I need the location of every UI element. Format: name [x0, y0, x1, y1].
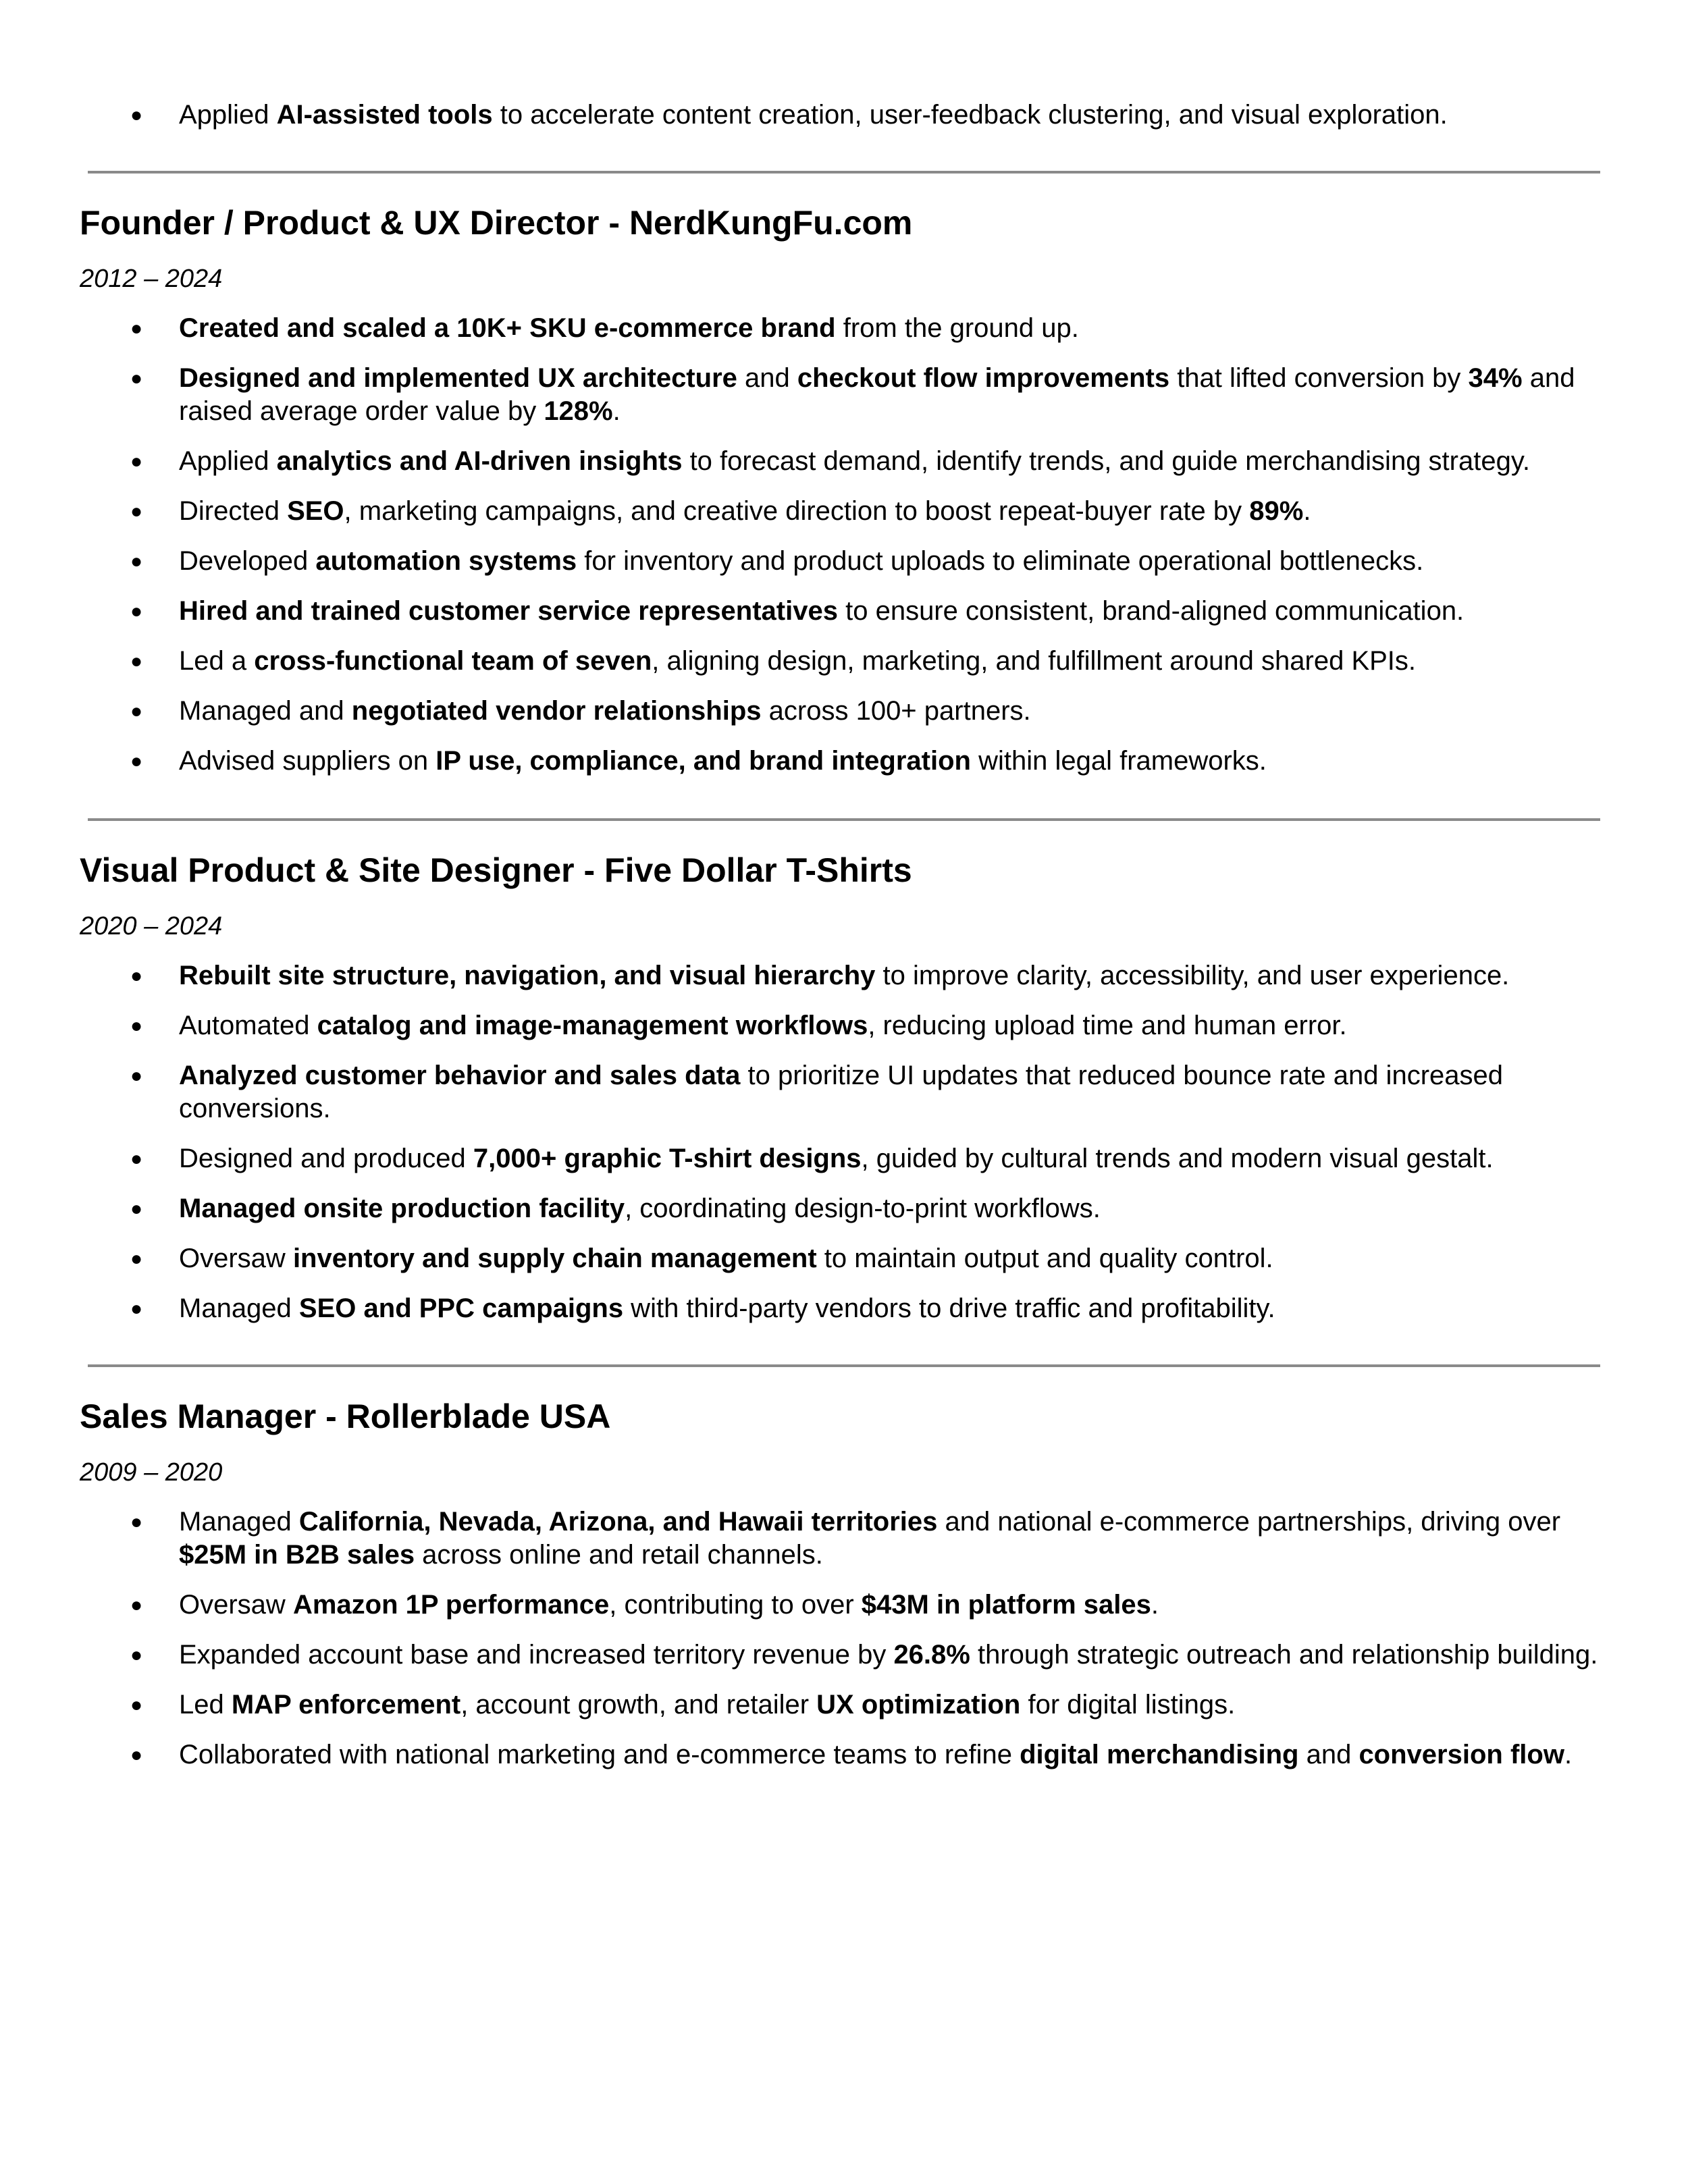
list-item — [0, 1506, 1688, 1572]
text-run: and raised average order value by — [179, 363, 1575, 426]
bold-phrase: cross-functional team of seven — [254, 646, 652, 676]
text-run: , guided by cultural trends and modern visual gestalt. — [861, 1144, 1494, 1173]
text-run: Oversaw — [179, 1244, 293, 1273]
bullet-dot-icon: ● — [130, 1248, 143, 1270]
bullet-dot-icon: ● — [130, 104, 143, 126]
text-run: Expanded account base and increased territory revenue by — [179, 1640, 894, 1670]
list-item — [0, 1738, 1688, 1772]
bold-phrase: UX optimization — [816, 1690, 1021, 1720]
text-run: Applied — [179, 446, 277, 476]
text-run: to prioritize UI updates that reduced bounce rate and increased conversions. — [179, 1061, 1503, 1123]
text-run: from the ground up. — [835, 313, 1079, 343]
section-divider — [88, 818, 1600, 821]
bold-phrase: Analyzed customer behavior and sales data — [179, 1061, 741, 1090]
bullet-text — [179, 961, 1509, 990]
job-bullet-list — [0, 1506, 1688, 1788]
text-run: Led a — [179, 646, 255, 676]
bullet-dot-icon: ● — [130, 1694, 143, 1716]
list-item — [0, 1059, 1688, 1125]
bullet-text — [179, 596, 1464, 626]
text-run: Developed — [179, 546, 316, 576]
bullet-text — [179, 1011, 1347, 1040]
bullet-dot-icon: ● — [130, 1594, 143, 1616]
bullet-text — [179, 696, 1031, 726]
bullet-text — [179, 1740, 1572, 1769]
list-item — [0, 99, 1688, 132]
bullet-dot-icon: ● — [130, 650, 143, 672]
list-item — [0, 1242, 1688, 1275]
text-run: Managed — [179, 1507, 299, 1537]
bold-phrase: MAP enforcement — [231, 1690, 461, 1720]
bold-phrase: 89% — [1249, 496, 1304, 526]
bullet-text — [179, 446, 1530, 476]
bullet-text — [179, 1640, 1598, 1670]
bold-phrase: automation systems — [315, 546, 577, 576]
bold-phrase: California, Nevada, Arizona, and Hawaii territories — [298, 1507, 938, 1537]
bullet-dot-icon: ● — [130, 1644, 143, 1666]
text-run: to ensure consistent, brand-aligned communication. — [837, 596, 1465, 626]
text-run: Managed and — [179, 696, 352, 726]
text-run: for inventory and product uploads to eliminate operational bottlenecks. — [577, 546, 1424, 576]
bullet-dot-icon: ● — [130, 1148, 143, 1170]
bullet-dot-icon: ● — [130, 500, 143, 523]
bullet-text — [179, 1294, 1275, 1323]
text-run: for digital listings. — [1020, 1690, 1236, 1720]
text-run: , contributing to over — [609, 1590, 862, 1620]
job-title: Founder / Product & UX Director - NerdKungFu.com — [80, 204, 913, 242]
bullet-dot-icon: ● — [130, 700, 143, 722]
bold-phrase: Managed onsite production facility — [179, 1194, 625, 1223]
bullet-text — [179, 496, 1311, 526]
list-item — [0, 1292, 1688, 1325]
text-run: and — [1298, 1740, 1359, 1769]
job-bullet-list — [0, 959, 1688, 1342]
job-bullet-list — [0, 312, 1688, 795]
list-item — [0, 495, 1688, 528]
bold-phrase: Rebuilt site structure, navigation, and visual hierarchy — [179, 961, 876, 990]
bold-phrase: $43M in platform sales — [861, 1590, 1151, 1620]
bold-phrase: inventory and supply chain management — [292, 1244, 817, 1273]
bold-phrase: 7,000+ graphic T-shirt designs — [473, 1144, 862, 1173]
text-run: to accelerate content creation, user-feedback clustering, and visual exploration. — [492, 100, 1448, 130]
text-run: , aligning design, marketing, and fulfillment around shared KPIs. — [652, 646, 1417, 676]
bullet-dot-icon: ● — [130, 600, 143, 622]
bold-phrase: 26.8% — [893, 1640, 970, 1670]
list-item — [0, 645, 1688, 678]
text-run: , marketing campaigns, and creative direction to boost repeat-buyer rate by — [344, 496, 1250, 526]
text-run: across 100+ partners. — [761, 696, 1031, 726]
bold-phrase: catalog and image-management workflows — [317, 1011, 868, 1040]
bold-phrase: 34% — [1468, 363, 1523, 393]
list-item — [0, 545, 1688, 578]
list-item — [0, 695, 1688, 728]
bullet-text — [179, 1690, 1235, 1720]
bullet-text — [179, 100, 1448, 130]
text-run: that lifted conversion by — [1169, 363, 1469, 393]
bullet-text — [179, 1244, 1273, 1273]
text-run: . — [612, 396, 621, 426]
list-item — [0, 1142, 1688, 1175]
bold-phrase: SEO and PPC campaigns — [298, 1294, 624, 1323]
bullet-text — [179, 1194, 1101, 1223]
bold-phrase: negotiated vendor relationships — [351, 696, 762, 726]
bold-phrase: checkout flow improvements — [797, 363, 1170, 393]
text-run: . — [1564, 1740, 1573, 1769]
text-run: , reducing upload time and human error. — [868, 1011, 1347, 1040]
bullet-dot-icon: ● — [130, 1298, 143, 1320]
bold-phrase: Created and scaled a 10K+ SKU e-commerce brand — [179, 313, 836, 343]
bullet-dot-icon: ● — [130, 1744, 143, 1766]
text-run: Automated — [179, 1011, 317, 1040]
text-run: to forecast demand, identify trends, and guide merchandising strategy. — [682, 446, 1530, 476]
bold-phrase: IP use, compliance, and brand integration — [436, 746, 971, 776]
section-divider — [88, 1364, 1600, 1367]
list-item — [0, 595, 1688, 628]
text-run: , coordinating design-to-print workflows. — [625, 1194, 1101, 1223]
text-run: Designed and produced — [179, 1144, 473, 1173]
bold-phrase: AI-assisted tools — [276, 100, 493, 130]
bullet-text — [179, 546, 1423, 576]
text-run: to maintain output and quality control. — [816, 1244, 1273, 1273]
job-dates: 2009 – 2020 — [80, 1458, 223, 1487]
previous-role-bullet-list — [0, 99, 1688, 149]
text-run: Led — [179, 1690, 232, 1720]
list-item — [0, 745, 1688, 778]
text-run: within legal frameworks. — [970, 746, 1267, 776]
bullet-dot-icon: ● — [130, 1065, 143, 1087]
text-run: . — [1151, 1590, 1159, 1620]
text-run: across online and retail channels. — [415, 1540, 823, 1570]
bullet-dot-icon: ● — [130, 367, 143, 390]
text-run: . — [1303, 496, 1311, 526]
list-item — [0, 445, 1688, 478]
list-item — [0, 959, 1688, 992]
text-run: Managed — [179, 1294, 299, 1323]
job-dates: 2020 – 2024 — [80, 912, 223, 940]
text-run: Advised suppliers on — [179, 746, 436, 776]
text-run: Oversaw — [179, 1590, 293, 1620]
list-item — [0, 1639, 1688, 1672]
job-title: Visual Product & Site Designer - Five Dollar T-Shirts — [80, 851, 912, 889]
bold-phrase: $25M in B2B sales — [179, 1540, 415, 1570]
text-run: with third-party vendors to drive traffic and profitability. — [623, 1294, 1275, 1323]
bullet-text — [179, 1590, 1159, 1620]
bold-phrase: Amazon 1P performance — [292, 1590, 610, 1620]
text-run: Collaborated with national marketing and e-commerce teams to refine — [179, 1740, 1020, 1769]
bullet-text — [179, 746, 1267, 776]
bullet-text — [179, 1507, 1560, 1570]
bullet-dot-icon: ● — [130, 965, 143, 987]
bullet-dot-icon: ● — [130, 1015, 143, 1037]
bullet-dot-icon: ● — [130, 1198, 143, 1220]
bold-phrase: Designed and implemented UX architecture — [179, 363, 737, 393]
bold-phrase: Hired and trained customer service representatives — [179, 596, 838, 626]
bold-phrase: conversion flow — [1359, 1740, 1564, 1769]
list-item — [0, 1589, 1688, 1622]
text-run: through strategic outreach and relationship building. — [970, 1640, 1598, 1670]
text-run: Directed — [179, 496, 288, 526]
text-run: to improve clarity, accessibility, and user experience. — [875, 961, 1510, 990]
bold-phrase: 128% — [544, 396, 613, 426]
bullet-text — [179, 646, 1416, 676]
section-divider — [88, 171, 1600, 174]
list-item — [0, 1192, 1688, 1225]
bullet-dot-icon: ● — [130, 450, 143, 473]
bullet-text — [179, 363, 1575, 426]
text-run: and — [737, 363, 797, 393]
list-item — [0, 1688, 1688, 1722]
bold-phrase: digital merchandising — [1020, 1740, 1299, 1769]
bullet-text — [179, 1144, 1494, 1173]
list-item — [0, 312, 1688, 345]
bullet-text — [179, 1061, 1503, 1123]
bold-phrase: SEO — [287, 496, 344, 526]
bullet-dot-icon: ● — [130, 550, 143, 572]
bullet-dot-icon: ● — [130, 1511, 143, 1533]
text-run: and national e-commerce partnerships, driving over — [937, 1507, 1561, 1537]
bold-phrase: analytics and AI-driven insights — [276, 446, 683, 476]
text-run: Applied — [179, 100, 277, 130]
job-title: Sales Manager - Rollerblade USA — [80, 1397, 611, 1435]
list-item — [0, 1009, 1688, 1042]
bullet-dot-icon: ● — [130, 317, 143, 340]
bullet-dot-icon: ● — [130, 750, 143, 772]
job-dates: 2012 – 2024 — [80, 265, 223, 293]
text-run: , account growth, and retailer — [460, 1690, 817, 1720]
bullet-text — [179, 313, 1079, 343]
list-item — [0, 362, 1688, 428]
